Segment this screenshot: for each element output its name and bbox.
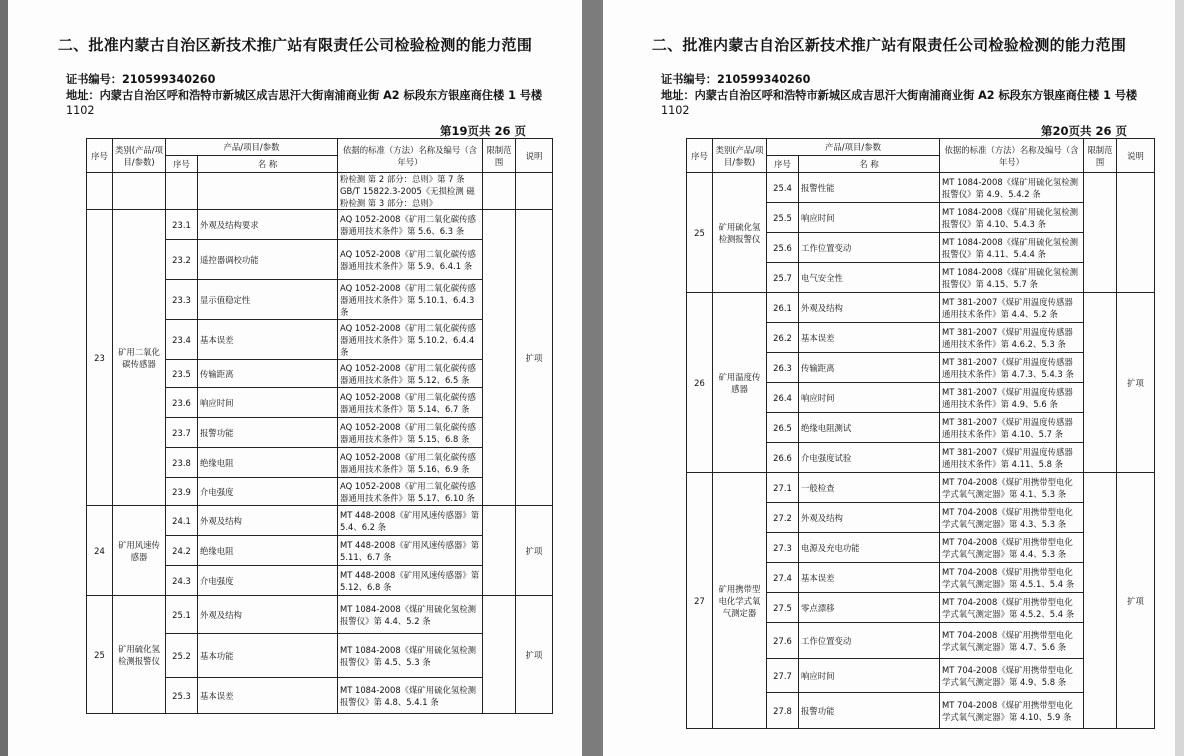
item-name: 介电强度 <box>198 478 338 506</box>
group-category: 矿用风速传感器 <box>113 506 166 596</box>
group-seq: 25 <box>87 596 113 714</box>
item-seq: 25.7 <box>767 263 799 293</box>
item-seq: 25.5 <box>767 203 799 233</box>
item-name: 基本误差 <box>799 563 940 593</box>
item-seq: 25.1 <box>166 596 198 634</box>
address: 地址：内蒙古自治区呼和浩特市新城区成吉思汗大街南浦商业街 A2 标段东方银座商住楼 1 号楼 <box>661 89 1138 102</box>
header-item-group: 产品/项目/参数 <box>767 139 940 156</box>
item-seq: 26.4 <box>767 383 799 413</box>
item-standard: AQ 1052-2008《矿用二氧化碳传感器通用技术条件》第 5.10.1、6.4.3 条 <box>338 280 483 320</box>
item-seq: 25.2 <box>166 634 198 678</box>
item-standard: AQ 1052-2008《矿用二氧化碳传感器通用技术条件》第 5.9、6.4.1 条 <box>338 240 483 280</box>
header-category: 类别(产品/项目/参数) <box>113 139 166 173</box>
group-seq: 24 <box>87 506 113 596</box>
table-header-row <box>687 139 1155 156</box>
item-seq: 23.8 <box>166 448 198 478</box>
table-header-row <box>87 139 553 156</box>
group-note <box>1117 173 1155 293</box>
item-standard: AQ 1052-2008《矿用二氧化碳传感器通用技术条件》第 5.14、6.7 条 <box>338 388 483 418</box>
page-gap <box>582 0 603 756</box>
table-row <box>87 506 553 536</box>
group-limit <box>1084 173 1117 293</box>
table-row <box>87 596 553 634</box>
item-seq: 26.1 <box>767 293 799 323</box>
item-seq: 26.5 <box>767 413 799 443</box>
item-standard: MT 381-2007《煤矿用温度传感器通用技术条件》第 4.7.3、5.4.3 条 <box>940 353 1084 383</box>
item-name: 零点漂移 <box>799 593 940 623</box>
document-page-20 <box>603 0 1175 756</box>
left-margin <box>0 0 8 756</box>
header-item-name: 名 称 <box>799 156 940 173</box>
item-standard: MT 704-2008《煤矿用携带型电化学式氧气测定器》第 4.4、5.3 条 <box>940 533 1084 563</box>
item-seq: 27.8 <box>767 693 799 729</box>
item-name: 外观及结构 <box>799 293 940 323</box>
table-row <box>687 473 1155 503</box>
item-name: 绝缘电阻 <box>198 448 338 478</box>
item-standard: MT 381-2007《煤矿用温度传感器通用技术条件》第 4.10、5.7 条 <box>940 413 1084 443</box>
item-seq: 26.6 <box>767 443 799 473</box>
item-name: 一般检查 <box>799 473 940 503</box>
group-seq: 26 <box>687 293 713 473</box>
item-standard: MT 381-2007《煤矿用温度传感器通用技术条件》第 4.6.2、5.3 条 <box>940 323 1084 353</box>
item-name: 工作位置变动 <box>799 233 940 263</box>
group-category: 矿用携带型电化学式氧气测定器 <box>713 473 767 729</box>
group-note: 扩项 <box>1117 473 1155 729</box>
item-standard: MT 1084-2008《煤矿用硫化氢检测报警仪》第 4.9、5.4.2 条 <box>940 173 1084 203</box>
group-note: 扩项 <box>516 596 553 714</box>
address-tail: 1102 <box>66 104 95 117</box>
item-name: 响应时间 <box>799 659 940 693</box>
item-seq: 27.7 <box>767 659 799 693</box>
item-standard: MT 704-2008《煤矿用携带型电化学式氧气测定器》第 4.1、5.3 条 <box>940 473 1084 503</box>
page-title: 二、批准内蒙古自治区新技术推广站有限责任公司检验检测的能力范围 <box>57 36 533 54</box>
item-seq: 23.5 <box>166 360 198 388</box>
item-name: 传输距离 <box>198 360 338 388</box>
group-limit <box>1084 473 1117 729</box>
header-item-name: 名 称 <box>198 156 338 173</box>
item-seq: 23.9 <box>166 478 198 506</box>
item-seq: 23.7 <box>166 418 198 448</box>
item-standard: AQ 1052-2008《矿用二氧化碳传感器通用技术条件》第 5.17、6.10 条 <box>338 478 483 506</box>
continuation-row <box>87 173 553 210</box>
item-seq: 27.6 <box>767 623 799 659</box>
group-seq: 27 <box>687 473 713 729</box>
cont-limit <box>483 173 516 210</box>
item-standard: MT 1084-2008《煤矿用硫化氢检测报警仪》第 4.8、5.4.1 条 <box>338 678 483 714</box>
page-title: 二、批准内蒙古自治区新技术推广站有限责任公司检验检测的能力范围 <box>651 36 1127 54</box>
item-name: 响应时间 <box>198 388 338 418</box>
item-standard: AQ 1052-2008《矿用二氧化碳传感器通用技术条件》第 5.6、6.3 条 <box>338 210 483 240</box>
item-name: 外观及结构要求 <box>198 210 338 240</box>
header-limit: 限制范围 <box>1084 139 1117 173</box>
item-standard: AQ 1052-2008《矿用二氧化碳传感器通用技术条件》第 5.12、6.5 条 <box>338 360 483 388</box>
item-name: 基本误差 <box>198 678 338 714</box>
item-standard: MT 448-2008《矿用风速传感器》第 5.11、6.7 条 <box>338 536 483 566</box>
group-category: 矿用温度传感器 <box>713 293 767 473</box>
item-seq: 27.4 <box>767 563 799 593</box>
item-seq: 25.4 <box>767 173 799 203</box>
item-name: 报警性能 <box>799 173 940 203</box>
item-seq: 27.2 <box>767 503 799 533</box>
group-category: 矿用二氧化碳传感器 <box>113 210 166 506</box>
item-name: 工作位置变动 <box>799 623 940 659</box>
group-limit <box>1084 293 1117 473</box>
header-item-group: 产品/项目/参数 <box>166 139 338 156</box>
item-seq: 23.2 <box>166 240 198 280</box>
header-item-seq: 序号 <box>166 156 198 173</box>
item-standard: MT 1084-2008《煤矿用硫化氢检测报警仪》第 4.5、5.3 条 <box>338 634 483 678</box>
item-seq: 27.3 <box>767 533 799 563</box>
item-name: 外观及结构 <box>799 503 940 533</box>
item-name: 绝缘电阻测试 <box>799 413 940 443</box>
header-item-seq: 序号 <box>767 156 799 173</box>
group-note: 扩项 <box>516 506 553 596</box>
item-standard: MT 381-2007《煤矿用温度传感器通用技术条件》第 4.4、5.2 条 <box>940 293 1084 323</box>
group-limit <box>483 506 516 596</box>
item-name: 介电强度 <box>198 566 338 596</box>
item-name: 传输距离 <box>799 353 940 383</box>
item-standard: MT 381-2007《煤矿用温度传感器通用技术条件》第 4.9、5.6 条 <box>940 383 1084 413</box>
item-standard: MT 704-2008《煤矿用携带型电化学式氧气测定器》第 4.5.2、5.4 条 <box>940 593 1084 623</box>
group-seq: 23 <box>87 210 113 506</box>
item-standard: MT 704-2008《煤矿用携带型电化学式氧气测定器》第 4.7、5.6 条 <box>940 623 1084 659</box>
item-standard: MT 1084-2008《煤矿用硫化氢检测报警仪》第 4.11、5.4.4 条 <box>940 233 1084 263</box>
item-name: 基本功能 <box>198 634 338 678</box>
item-seq: 23.6 <box>166 388 198 418</box>
item-seq: 26.3 <box>767 353 799 383</box>
item-name: 报警功能 <box>799 693 940 729</box>
item-name: 电气安全性 <box>799 263 940 293</box>
certificate-number: 证书编号：210599340260 <box>661 73 811 86</box>
item-seq: 23.3 <box>166 280 198 320</box>
item-standard: MT 1084-2008《煤矿用硫化氢检测报警仪》第 4.4、5.2 条 <box>338 596 483 634</box>
item-standard: MT 704-2008《煤矿用携带型电化学式氧气测定器》第 4.9、5.8 条 <box>940 659 1084 693</box>
continuation-standard: 粉检测 第 2 部分：总则》第 7 条 GB/T 15822.3-2005《无损检测 磁粉检测 第 3 部分：总则》 <box>338 173 483 210</box>
item-standard: AQ 1052-2008《矿用二氧化碳传感器通用技术条件》第 5.15、6.8 条 <box>338 418 483 448</box>
header-seq: 序号 <box>87 139 113 173</box>
table-row <box>87 210 553 240</box>
item-name: 响应时间 <box>799 383 940 413</box>
header-category: 类别(产品/项目/参数) <box>713 139 767 173</box>
table-row <box>687 293 1155 323</box>
table-row <box>687 173 1155 203</box>
item-name: 电源及充电功能 <box>799 533 940 563</box>
item-name: 遥控器调校功能 <box>198 240 338 280</box>
item-seq: 23.1 <box>166 210 198 240</box>
item-seq: 25.3 <box>166 678 198 714</box>
item-seq: 25.6 <box>767 233 799 263</box>
item-seq: 27.1 <box>767 473 799 503</box>
item-standard: MT 1084-2008《煤矿用硫化氢检测报警仪》第 4.15、5.7 条 <box>940 263 1084 293</box>
item-standard: AQ 1052-2008《矿用二氧化碳传感器通用技术条件》第 5.10.2、6.4.4 条 <box>338 320 483 360</box>
group-limit <box>483 596 516 714</box>
item-standard: AQ 1052-2008《矿用二氧化碳传感器通用技术条件》第 5.16、6.9 条 <box>338 448 483 478</box>
group-note: 扩项 <box>1117 293 1155 473</box>
item-standard: MT 448-2008《矿用风速传感器》第 5.4、6.2 条 <box>338 506 483 536</box>
group-category: 矿用硫化氢检测报警仪 <box>113 596 166 714</box>
item-seq: 23.4 <box>166 320 198 360</box>
item-name: 外观及结构 <box>198 596 338 634</box>
group-category: 矿用硫化氢检测报警仪 <box>713 173 767 293</box>
header-standard: 依据的标准（方法）名称及编号（含年号） <box>940 139 1084 173</box>
header-standard: 依据的标准（方法）名称及编号（含年号） <box>338 139 483 173</box>
address: 地址：内蒙古自治区呼和浩特市新城区成吉思汗大街南浦商业街 A2 标段东方银座商住楼 1 号楼 <box>66 89 543 102</box>
item-seq: 24.3 <box>166 566 198 596</box>
group-seq: 25 <box>687 173 713 293</box>
cont-category <box>113 173 166 210</box>
item-name: 显示值稳定性 <box>198 280 338 320</box>
item-standard: MT 704-2008《煤矿用携带型电化学式氧气测定器》第 4.3、5.3 条 <box>940 503 1084 533</box>
cont-item-name <box>198 173 338 210</box>
header-note: 说明 <box>1117 139 1155 173</box>
item-name: 响应时间 <box>799 203 940 233</box>
item-standard: MT 448-2008《矿用风速传感器》第 5.12、6.8 条 <box>338 566 483 596</box>
item-standard: MT 704-2008《煤矿用携带型电化学式氧气测定器》第 4.5.1、5.4 条 <box>940 563 1084 593</box>
item-name: 基本误差 <box>799 323 940 353</box>
cont-note <box>516 173 553 210</box>
item-standard: MT 704-2008《煤矿用携带型电化学式氧气测定器》第 4.10、5.9 条 <box>940 693 1084 729</box>
page-number: 第20页共 26 页 <box>1041 124 1128 138</box>
cont-seq <box>87 173 113 210</box>
item-seq: 24.1 <box>166 506 198 536</box>
item-name: 外观及结构 <box>198 506 338 536</box>
item-seq: 26.2 <box>767 323 799 353</box>
capability-table <box>86 138 553 714</box>
item-name: 基本误差 <box>198 320 338 360</box>
group-note: 扩项 <box>516 210 553 506</box>
item-name: 报警功能 <box>198 418 338 448</box>
header-limit: 限制范围 <box>483 139 516 173</box>
document-page-19 <box>8 0 582 756</box>
item-standard: MT 381-2007《煤矿用温度传感器通用技术条件》第 4.11、5.8 条 <box>940 443 1084 473</box>
capability-table <box>686 138 1155 729</box>
item-name: 绝缘电阻 <box>198 536 338 566</box>
right-margin <box>1175 0 1184 756</box>
cont-item-seq <box>166 173 198 210</box>
item-name: 介电强度试验 <box>799 443 940 473</box>
certificate-number: 证书编号：210599340260 <box>66 73 216 86</box>
item-standard: MT 1084-2008《煤矿用硫化氢检测报警仪》第 4.10、5.4.3 条 <box>940 203 1084 233</box>
header-note: 说明 <box>516 139 553 173</box>
header-seq: 序号 <box>687 139 713 173</box>
address-tail: 1102 <box>661 104 690 117</box>
item-seq: 24.2 <box>166 536 198 566</box>
item-seq: 27.5 <box>767 593 799 623</box>
page-number: 第19页共 26 页 <box>440 124 527 138</box>
group-limit <box>483 210 516 506</box>
